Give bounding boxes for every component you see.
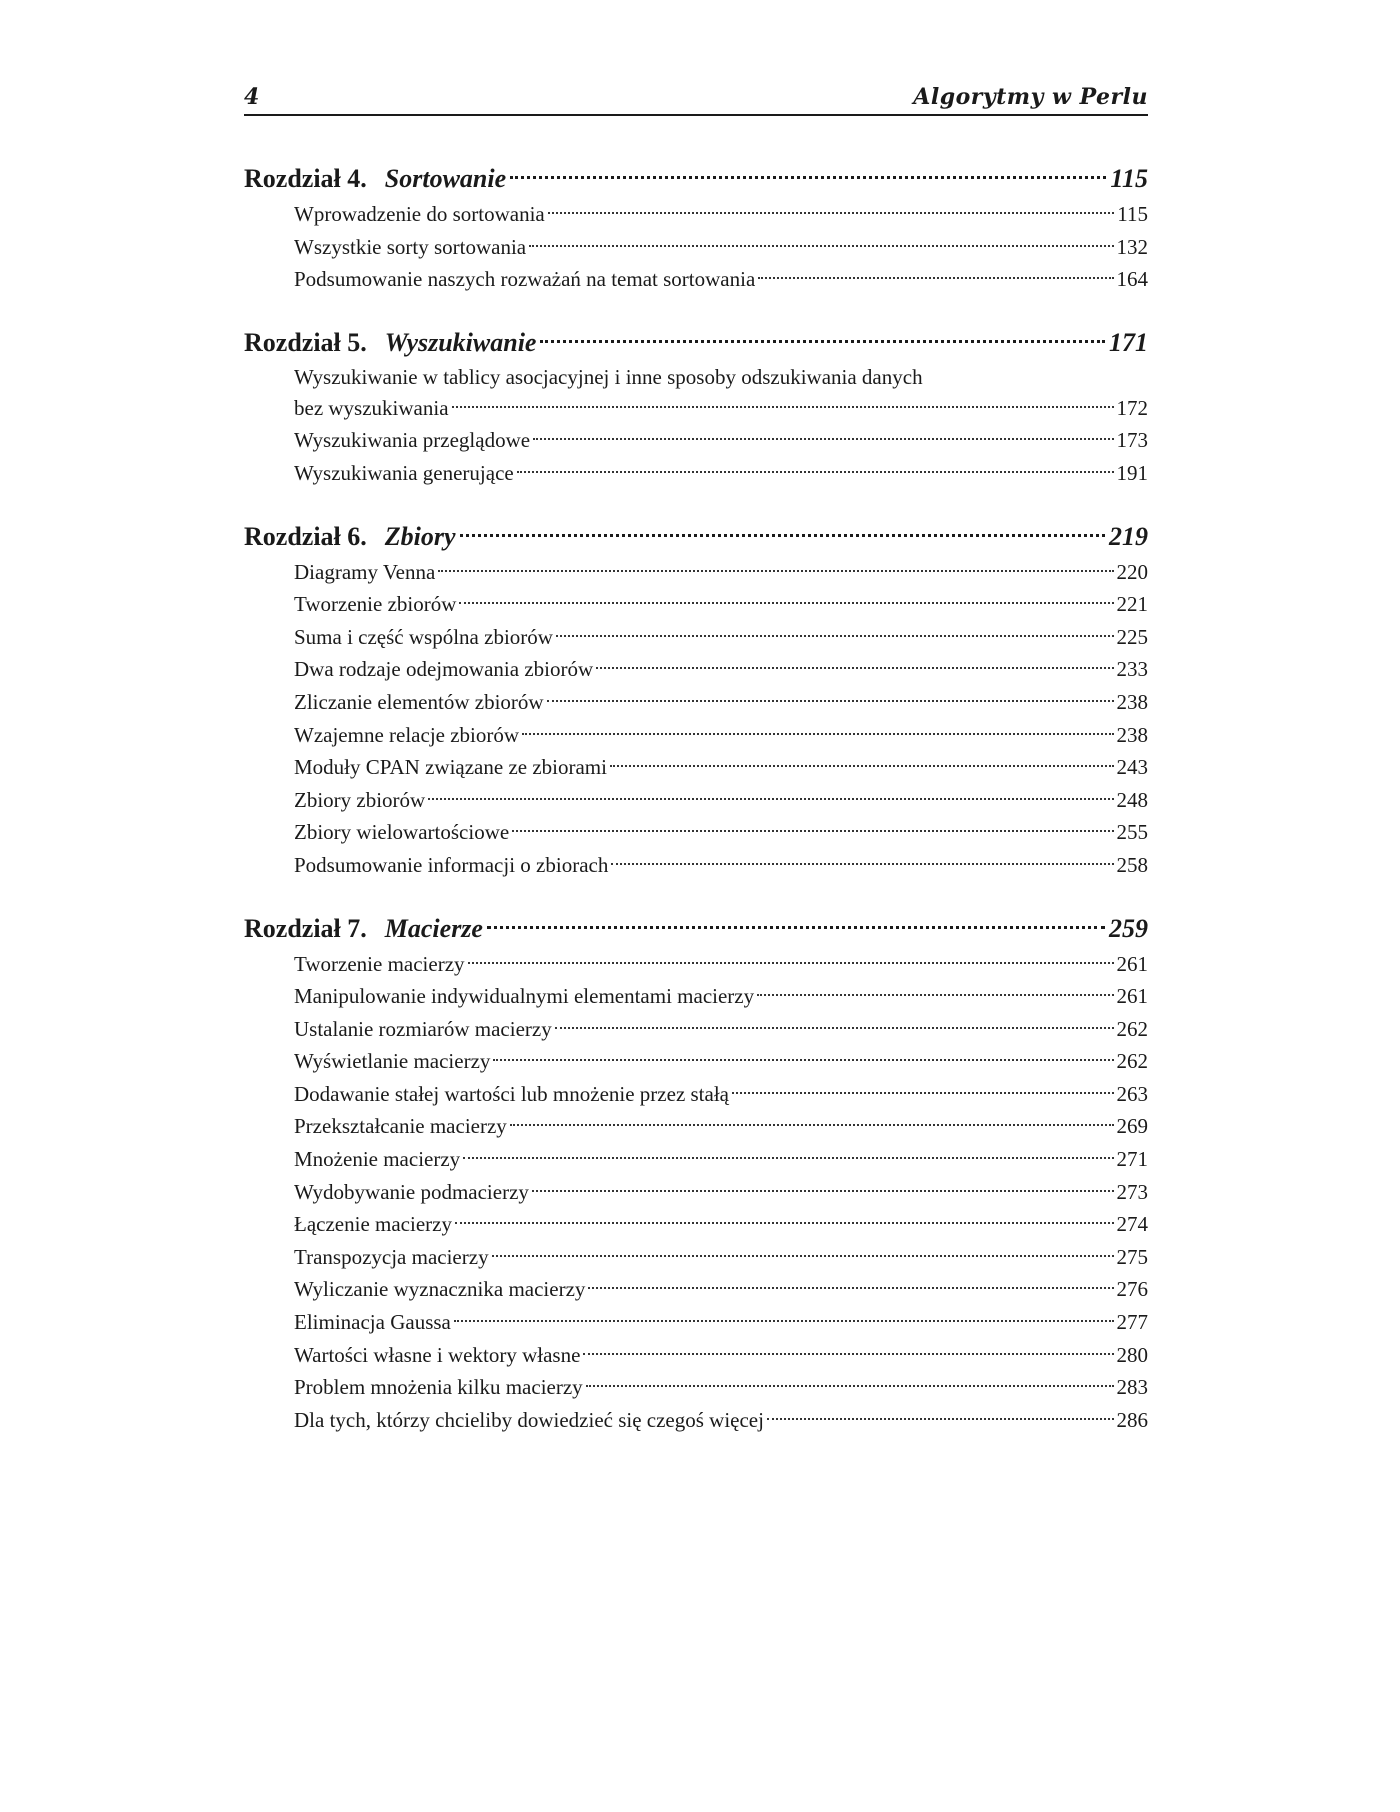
dot-leader xyxy=(493,1059,1113,1061)
entry-list xyxy=(294,948,1148,1437)
toc-entry[interactable] xyxy=(294,686,1148,719)
toc-entry[interactable] xyxy=(294,1371,1148,1404)
dot-leader xyxy=(487,926,1105,929)
chapter-label: Rozdział 5. xyxy=(244,327,367,357)
toc-entry[interactable] xyxy=(294,1013,1148,1046)
chapter-section xyxy=(244,160,1148,296)
dot-leader xyxy=(517,471,1114,473)
toc-entry[interactable] xyxy=(294,980,1148,1013)
dot-leader xyxy=(428,798,1113,800)
toc-entry[interactable] xyxy=(294,1241,1148,1274)
entry-title: Zbiory wielowartościowe xyxy=(294,820,510,845)
dot-leader xyxy=(583,1353,1113,1355)
toc-entry[interactable] xyxy=(294,1143,1148,1176)
entry-page-number: 191 xyxy=(1116,460,1148,485)
entry-title: Ustalanie rozmiarów macierzy xyxy=(294,1016,552,1041)
toc-entry[interactable] xyxy=(294,1078,1148,1111)
dot-leader xyxy=(468,962,1114,964)
entry-page-number: 262 xyxy=(1116,1049,1148,1074)
toc-entry[interactable] xyxy=(294,948,1148,981)
dot-leader xyxy=(611,863,1113,865)
dot-leader xyxy=(767,1418,1114,1420)
entry-title: Suma i część wspólna zbiorów xyxy=(294,624,553,649)
chapter-title: Sortowanie xyxy=(384,164,507,193)
chapter-title: Macierze xyxy=(384,913,483,943)
dot-leader xyxy=(540,340,1105,343)
entry-title: bez wyszukiwania xyxy=(294,395,449,420)
entry-page-number: 220 xyxy=(1116,559,1148,584)
entry-title: Dodawanie stałej wartości lub mnożenie przez stałą xyxy=(294,1081,729,1106)
chapter-title: Zbiory xyxy=(384,521,456,551)
dot-leader xyxy=(532,1190,1114,1192)
entry-title-line: Wyszukiwanie w tablicy asocjacyjnej i inne sposoby odszukiwania danych xyxy=(294,364,923,389)
toc-entry[interactable] xyxy=(294,424,1148,457)
entry-page-number: 262 xyxy=(1116,1016,1148,1041)
entry-page-number: 283 xyxy=(1116,1375,1148,1400)
dot-leader xyxy=(586,1385,1114,1387)
dot-leader xyxy=(452,406,1114,408)
toc-entry[interactable] xyxy=(294,784,1148,817)
entry-page-number: 280 xyxy=(1116,1342,1148,1367)
entry-title: Moduły CPAN związane ze zbiorami xyxy=(294,755,607,780)
entry-page-number: 238 xyxy=(1116,722,1148,747)
dot-leader xyxy=(548,212,1115,214)
entry-list xyxy=(294,362,1148,490)
dot-leader xyxy=(492,1255,1114,1257)
dot-leader xyxy=(512,830,1113,832)
entry-list xyxy=(294,198,1148,296)
toc-entry[interactable] xyxy=(294,263,1148,296)
dot-leader xyxy=(510,176,1106,179)
dot-leader xyxy=(596,667,1113,669)
entry-title: Łączenie macierzy xyxy=(294,1212,452,1237)
entry-page-number: 243 xyxy=(1116,755,1148,780)
entry-page-number: 248 xyxy=(1116,787,1148,812)
toc-entry[interactable] xyxy=(294,653,1148,686)
entry-title: Diagramy Venna xyxy=(294,559,436,584)
entry-list xyxy=(294,556,1148,882)
chapter-heading[interactable] xyxy=(244,518,1148,556)
entry-title: Wydobywanie podmacierzy xyxy=(294,1179,529,1204)
toc-entry[interactable] xyxy=(294,392,1148,425)
toc-entry[interactable] xyxy=(294,719,1148,752)
entry-title: Tworzenie macierzy xyxy=(294,951,465,976)
entry-title: Wyszukiwania generujące xyxy=(294,460,514,485)
toc-entry[interactable] xyxy=(294,1045,1148,1078)
dot-leader xyxy=(463,1157,1113,1159)
entry-title: Wyświetlanie macierzy xyxy=(294,1049,491,1074)
dot-leader xyxy=(588,1287,1113,1289)
chapter-label: Rozdział 6. xyxy=(244,521,367,551)
entry-title: Wyszukiwania przeglądowe xyxy=(294,428,531,453)
toc-entry[interactable] xyxy=(294,1273,1148,1306)
entry-page-number: 255 xyxy=(1116,820,1148,845)
dot-leader xyxy=(610,765,1114,767)
entry-title: Transpozycja macierzy xyxy=(294,1244,489,1269)
chapter-label: Rozdział 4. xyxy=(244,164,367,193)
entry-title: Wszystkie sorty sortowania xyxy=(294,234,527,259)
entry-page-number: 271 xyxy=(1116,1147,1148,1172)
toc-entry[interactable] xyxy=(294,849,1148,882)
entry-page-number: 261 xyxy=(1116,984,1148,1009)
entry-page-number: 132 xyxy=(1116,234,1148,259)
entry-page-number: 273 xyxy=(1116,1179,1148,1204)
entry-title: Manipulowanie indywidualnymi elementami macierzy xyxy=(294,984,755,1009)
entry-title: Wzajemne relacje zbiorów xyxy=(294,722,520,747)
entry-title: Podsumowanie naszych rozważań na temat sortowania xyxy=(294,267,756,292)
dot-leader xyxy=(529,245,1113,247)
entry-page-number: 269 xyxy=(1116,1114,1148,1139)
entry-title: Wartości własne i wektory własne xyxy=(294,1342,581,1367)
chapter-page-number: 259 xyxy=(1109,913,1148,943)
toc-entry[interactable] xyxy=(294,1404,1148,1437)
table-of-contents xyxy=(244,160,1148,1464)
toc-entry[interactable] xyxy=(294,1306,1148,1339)
entry-title: Wyliczanie wyznacznika macierzy xyxy=(294,1277,586,1302)
chapter-page-number: 115 xyxy=(1110,164,1148,193)
dot-leader xyxy=(533,438,1113,440)
entry-title: Tworzenie zbiorów xyxy=(294,592,457,617)
entry-title: Podsumowanie informacji o zbiorach xyxy=(294,852,609,877)
toc-entry[interactable] xyxy=(294,198,1148,231)
toc-entry[interactable] xyxy=(294,556,1148,589)
entry-page-number: 275 xyxy=(1116,1244,1148,1269)
dot-leader xyxy=(459,602,1113,604)
entry-title: Problem mnożenia kilku macierzy xyxy=(294,1375,583,1400)
dot-leader xyxy=(547,700,1114,702)
entry-page-number: 261 xyxy=(1116,951,1148,976)
chapter-heading[interactable] xyxy=(244,160,1148,198)
entry-title: Dla tych, którzy chcieliby dowiedzieć się czegoś więcej xyxy=(294,1407,764,1432)
dot-leader xyxy=(555,1027,1114,1029)
dot-leader xyxy=(757,994,1113,996)
dot-leader xyxy=(522,733,1113,735)
entry-page-number: 221 xyxy=(1116,592,1148,617)
chapter-title: Wyszukiwanie xyxy=(384,327,537,357)
entry-title: Eliminacja Gaussa xyxy=(294,1310,451,1335)
entry-title: Wprowadzenie do sortowania xyxy=(294,202,545,226)
entry-page-number: 173 xyxy=(1116,428,1148,453)
dot-leader xyxy=(455,1222,1114,1224)
dot-leader xyxy=(454,1320,1114,1322)
page-number: 4 xyxy=(244,84,260,110)
entry-page-number: 277 xyxy=(1116,1310,1148,1335)
entry-title: Dwa rodzaje odejmowania zbiorów xyxy=(294,657,594,682)
chapter-section xyxy=(244,518,1148,882)
toc-entry[interactable] xyxy=(294,231,1148,264)
chapter-page-number: 219 xyxy=(1109,521,1148,551)
chapter-page-number: 171 xyxy=(1109,327,1148,357)
entry-page-number: 238 xyxy=(1116,689,1148,714)
toc-entry[interactable] xyxy=(294,1110,1148,1143)
chapter-label: Rozdział 7. xyxy=(244,913,367,943)
entry-page-number: 274 xyxy=(1116,1212,1148,1237)
dot-leader xyxy=(438,570,1113,572)
entry-page-number: 225 xyxy=(1116,624,1148,649)
toc-entry[interactable] xyxy=(294,816,1148,849)
entry-page-number: 233 xyxy=(1116,657,1148,682)
entry-page-number: 164 xyxy=(1116,267,1148,292)
entry-title: Przekształcanie macierzy xyxy=(294,1114,507,1139)
running-title: Algorytmy w Perlu xyxy=(913,84,1148,110)
toc-entry[interactable] xyxy=(294,457,1148,490)
entry-page-number: 172 xyxy=(1116,395,1148,420)
chapter-section xyxy=(244,324,1148,490)
entry-title: Zliczanie elementów zbiorów xyxy=(294,689,544,714)
chapter-section xyxy=(244,910,1148,1437)
entry-page-number: 263 xyxy=(1116,1081,1148,1106)
chapter-heading[interactable] xyxy=(244,910,1148,948)
toc-entry[interactable] xyxy=(294,621,1148,654)
dot-leader xyxy=(758,277,1113,279)
entry-page-number: 286 xyxy=(1116,1407,1148,1432)
dot-leader xyxy=(556,635,1114,637)
entry-title: Mnożenie macierzy xyxy=(294,1147,461,1172)
dot-leader xyxy=(460,534,1105,537)
entry-page-number: 115 xyxy=(1117,202,1148,226)
toc-entry[interactable] xyxy=(294,1176,1148,1209)
entry-title: Zbiory zbiorów xyxy=(294,787,426,812)
entry-page-number: 258 xyxy=(1116,852,1148,877)
page-header xyxy=(244,84,1148,116)
dot-leader xyxy=(510,1124,1114,1126)
entry-page-number: 276 xyxy=(1116,1277,1148,1302)
toc-entry[interactable] xyxy=(294,751,1148,784)
toc-entry[interactable] xyxy=(294,1208,1148,1241)
toc-entry[interactable] xyxy=(294,1339,1148,1372)
dot-leader xyxy=(732,1092,1114,1094)
toc-entry[interactable] xyxy=(294,588,1148,621)
chapter-heading[interactable] xyxy=(244,324,1148,362)
